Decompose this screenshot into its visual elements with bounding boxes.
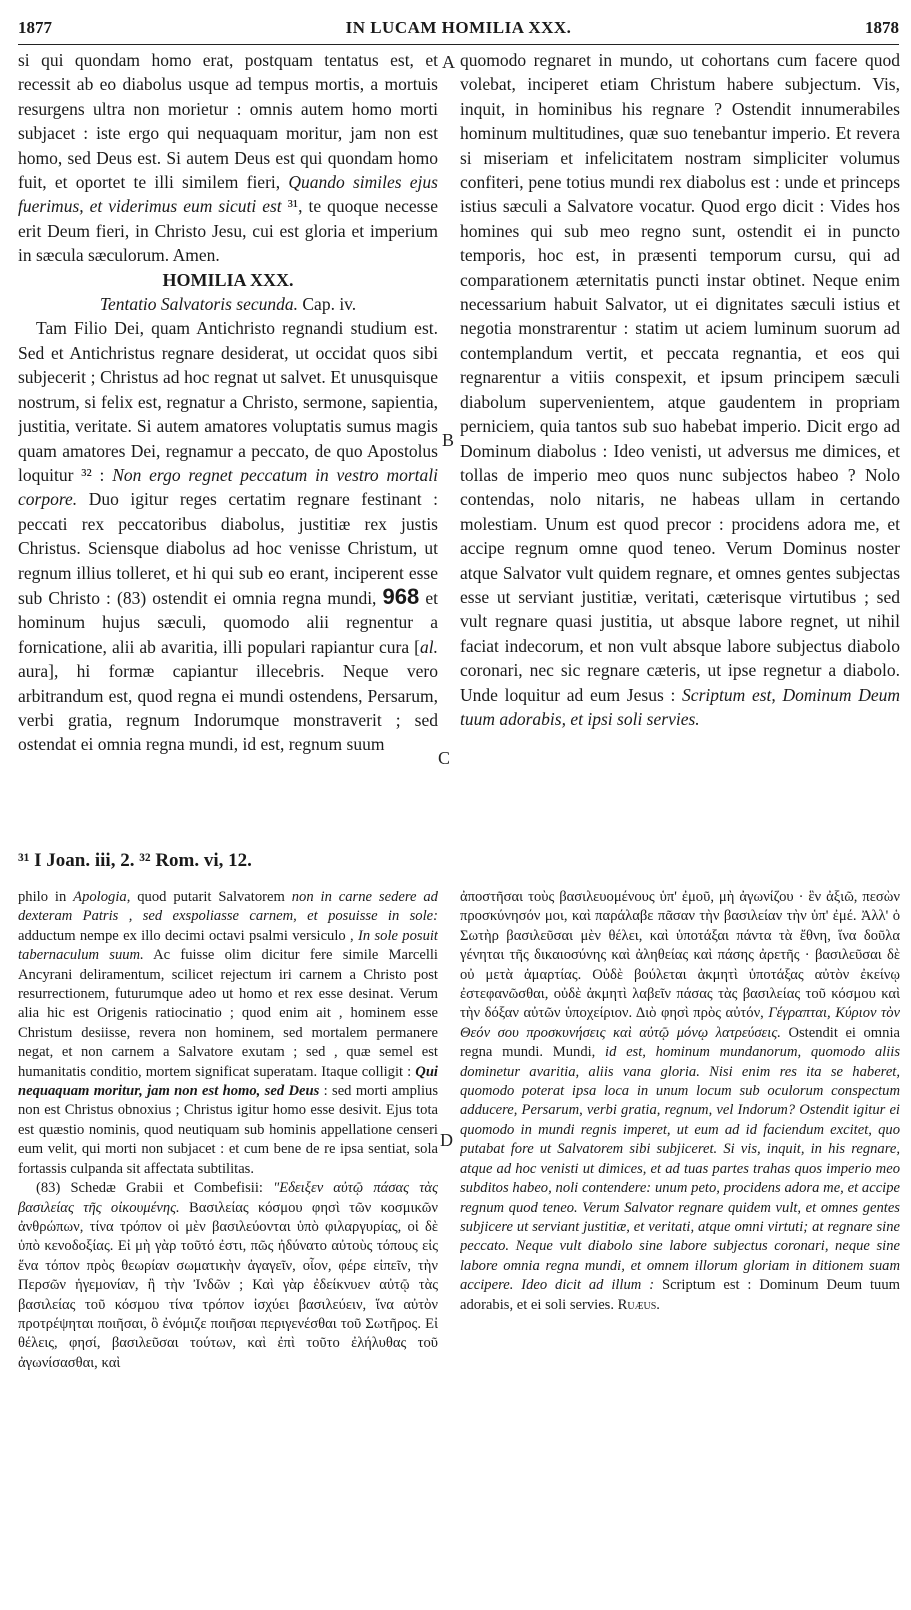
text-run: , quod putarit Salvatorem [126,889,292,905]
note-paragraph [18,1179,438,1373]
margin-marker-a: A [442,52,455,72]
running-header [18,14,899,45]
footnote-ref: ³¹ [281,196,299,217]
text-run: quomodo regnaret in mundo, ut cohortans cum facere quod volebat, inciperet etiam Christum habere subjectum. Vis, inquit, in hominibus his regnare ? Ostendit innumerabiles hominum multitudines, quæ suo tenebantur imperio. Et revera si miseriam et infelicitatem nostram simpliciter volumus confiteri, pene totius mundi rex diabolus est : unde et princeps istius sæculi a Salvatore vocatur. Quod ergo dicit : Vides hos homines qui sub meo regno sunt, ostendit ei in puncto temporis, hoc est, in præsenti temporum cursu, qui ad comparationem æternitatis puncti instar obtinet. Neque enim necessarium habuit Salvator, ut ei dignitates sæculi istius et negotia monstrarentur : statim ut aciem luminum suorum ad contemplandum vertit, et peccata regnantia, et eos qui regnarentur a vitiis conspexit, et ipsum principem sæculi diabolum supervenientem, atque gaudentem in propriam perniciem, quia tantos sub suo habebat imperio. Dicit ergo ad Dominum diabolus : Ideo venisti, ut adversus me dimices, et tollas de imperio meo quos nunc subjectos habeo ? Nolo contendas, nolo nitaris, ne habeas ullam in certando molestiam. Unum est quod precor : procidens adora me, et accipe regnum omne quod teneo. Verum Dominus noster atque Salvator vult quidem regnare, et omnes gentes subjectas esse ut serviant justitiæ, veritati, cæterisque virtutibus ; sed vult regnare quasi justitia, ut absque labore regnet, ut nihil faciat indecorum, et non vult absque labore subjectus diabolo coronari, nec sic regnare cæteris, ut ipse regnetur a diabolo. Unde loquitur ad eum Jesus : [460,50,900,705]
text-run: aura], hi formæ capiantur illecebris. Neque vero arbitrandum est, quod regna ei mundi ostendens, Persarum, verbi gratia, regnum Indorumque monstraverit ; sed ostendat ei omnia regna mundi, id est, regnum suum [18,661,438,755]
margin-marker-c: C [438,748,451,768]
text-run: Duo igitur reges certatim regnare festinant : peccati rex peccatoribus diabolus, justitiæ rex justis Christus. Sciensque diabolus ad hoc venisse Christum, ut regnum illius tolleret, et hi qui sub eo erant, inciperent esse sub Christo : (83) ostendit ei omnia regna mundi, [18,489,438,608]
running-title: IN LUCAM HOMILIA XXX. [345,18,572,37]
margin-marker-d: D [440,1130,453,1150]
chapter-ref: Cap. iv. [298,294,357,315]
text-run: et hominum hujus sæculi, quomodo alii regnentur a fornicatione, alii ab avaritia, illi populari rapiantur cura [ [18,587,438,657]
paragraph [18,316,438,756]
homily-subtitle [18,292,438,316]
text-run: si qui quondam homo erat, postquam tentatus est, et recessit ab eo diabolus usque ad tempus mortis, a mortuis resurgens ultra non morietur : omnis autem homo morti subjacet : iste ergo qui nequaquam moritur, jam non est homo, sed Deus est. Si autem Deus est qui quondam homo fuit, et oportet te illi similem fieri, [18,50,438,193]
scripture-quote: Non ergo regnet peccatum in vestro mortali corpore. [18,464,438,510]
margin-marker-b: B [442,430,455,450]
scripture-quote: Scriptum est, Dominum Deum tuum adorabis, et ipsi soli servies. [460,684,900,729]
greek-italic-run: "Εδειξεν αὐτῷ πάσας τὰς βασιλείας τῆς οἰκουμένης. [18,1180,438,1216]
greek-italic-run: Γέγραπται, Κύριον τὸν Θεόν σου προσκυνήσεις καὶ αὐτῷ μόνῳ λατρεύσεις. [460,1005,900,1041]
paragraph [18,48,438,268]
homily-title: HOMILIA XXX. [162,269,294,290]
page-number-left: 1877 [18,18,52,37]
text-run: adductum nempe ex illo decimi octavi psalmi versiculo , [18,927,358,944]
right-column-main-text [460,48,900,731]
greek-text-run: Βασιλείας κόσμου φησὶ τῶν κοσμικῶν ἀνθρώπων, τίνα τρόπον οἱ μὲν βασιλεύονται ὑπὸ φιλαργυρίας, οἱ δὲ ὑπὸ κενοδοξίας. Εἰ μὴ γὰρ τοῦτό ἐστι, πῶς ἠδύνατο αὐτοὺς τόπους εἰς ἕνα τόπον πρὸς θεωρίαν σωματικὴν ἀγαγεῖν, οἷον, φέρε εἰπεῖν, τὴν Περσῶν ἡγεμονίαν, ἢ τὴν Ἰνδῶν ; Καὶ γὰρ ἐδείκνυεν αὐτῷ τὰς βασιλείας τοῦ κόσμου τίνα τρόπον ἰσχύει βασιλεύειν, ἵνα αὐτὸν προτρέψηται ποιῆσαι, ὃ ἐνόμιζε ποιῆσαι περιγενέσθαι τοῦ Σωτῆρος. Εἰ θέλεις, φησί, βασιλεῦσαι τούτων, καὶ ἐπὶ τοῦτο ἐλήλυθας τοῦ ἀγωνίσασθαι, καὶ [18,1199,438,1371]
paragraph [460,48,900,731]
text-run: : sed morti amplius non est Christus obnoxius ; Christus igitur homo esse desivit. Ejus tota est quæstio nominis, quod neutiquam sub hominis appellatione censeri eum velit, qui morti non subjacet : et cum bene de re ipsa sentiat, sola fortassis culpanda sit affectata subtilitas. [18,1083,438,1177]
column-number: 968 [382,583,420,609]
text-run: philo in [18,889,74,905]
text-run: , te quoque necesse erit Deum fieri, in Christo Jesu, cui est gloria et imperium in sæcula sæculorum. Amen. [18,196,438,266]
text-run: (83) Schedæ Grabii et Combefisii: [36,1180,274,1197]
text-run: Scriptum est : Dominum Deum tuum adorabis, et ei soli servies. [460,1277,900,1313]
footnotes: ³¹ I Joan. iii, 2. ³² Rom. vi, 12. [18,850,252,871]
text-run: Ac fuisse olim dicitur fere simile Marcelli Ancyrani deliramentum, scilicet rejectum iri carnem a Christo post resurrectionem, futurumque adeo ut homo et rex esse desinat. Verum alia hic est Origenis ratiocinatio ; quod enim ait , hominem esse Christum desiisse, revera non hominem, sed mortalem permanere negat, et non carnem a Salvatore exutam ; sed , quæ semel est humanitatis conditio, mortem significat superatam. Itaque colligit : [18,947,438,1080]
text-run: Tam Filio Dei, quam Antichristo regnandi studium est. Sed et Antichristus regnare desiderat, ut occidat quos sibi subjecerit ; Christus ad hoc regnat ut salvet. Et unusquisque nostrum, si felix est, regnatur a Christo, sermone, sapientia, justitia, veritate. Si autem amatores voluptatis sumus magis quam amatores Dei, regnamur a peccato, de quo Apostolus loquitur ³² : [18,318,438,485]
note-paragraph [18,888,438,1179]
italic-run: non in carne sedere ad dexteram Patris , sed exspoliasse carnem, et posuisse in sole: [18,889,438,925]
italic-run: In sole posuit tabernaculum suum. [18,927,438,964]
italic-run: Apologia [73,889,127,905]
text-run: Ostendit ei omnia regna mundi. Mundi, [460,1024,900,1061]
subtitle-italic: Tentatio Salvatoris secunda. [99,294,298,315]
italic-run: id est, hominum mundanorum, quomodo aliis dominetur avaritia, aliis vana gloria. Nisi enim res ita se haberet, quomodo poterat ipsa loca in unum locum sub oculorum conspectum adducere, Persarum, verbi gratia, regnum, vel Indorum? Ostendit igitur ei quomodo in mundi regnis imperet, ut eum ad id faciendum excitet, quo putabat fore ut Salvatorem sibi subjiceret. Si vis, inquit, in his regnare, atque ad hoc venisti ut dimices, et ad tuas partes trahas quos imperio meo subditos habeo, noli contendere: unum peto, procidens adora me, et accipe regnum quod teneo. Verum Salvator regnare quidem vult, et omnes gentes subjicere ut serviant justitiæ, et veritati, atque omni virtuti; at regnare sine peccato. Neque vult diabolo sine labore subjectus coronari, neque sine labore omnia regna mundi, et omnem illorum gloriam in ditionem suam accipere. Ideo dicit ad illum : [460,1044,900,1294]
scripture-quote: Quando similes ejus fuerimus, et viderimus eum sicuti est [18,172,438,217]
left-column-notes [18,888,438,1373]
bold-italic-run: Qui nequaquam moritur, jam non est homo, sed Deus [18,1063,438,1100]
left-column-main-text [18,48,438,757]
variant-abbrev: al. [420,636,438,657]
greek-text-run: ἀποστῆσαι τοὺς βασιλευομένους ὑπ' ἐμοῦ, μὴ ἀγωνίζου · ἓν ἀξιῶ, πεσὼν προσκύνησόν μοι, καὶ παράλαβε πᾶσαν τὴν βασιλείαν τὴν ὑπ' ἐμέ. Ἀλλ' ὁ Σωτὴρ βασιλεῦσαι μὲν θέλει, καὶ ὑποτάξαι πάντα τὰ ἔθνη, ἵνα δοῦλα γένηται τῆς δικαιοσύνης καὶ ἀληθείας καὶ πάσης ἀρετῆς · βασιλεῦσαι δὲ οὐ μετὰ ἁμαρτίας. Οὐδὲ βούλεται ἀκμητὶ ὑποτάξας αὐτὸν ἐκείνῳ ἐστεφανῶσθαι, οὐδὲ ἀκμητὶ λαβεῖν πάσας τὰς βασιλείας τοῦ κόσμου καὶ τὴν δόξαν αὐτῶν ὑποχείριον. Διὸ φησὶ πρὸς αὐτόν, [460,889,900,1022]
right-column-notes [460,888,900,1315]
page-number-right: 1878 [865,18,899,37]
note-paragraph [460,888,900,1315]
editor-signature: Ruæus. [617,1296,660,1313]
